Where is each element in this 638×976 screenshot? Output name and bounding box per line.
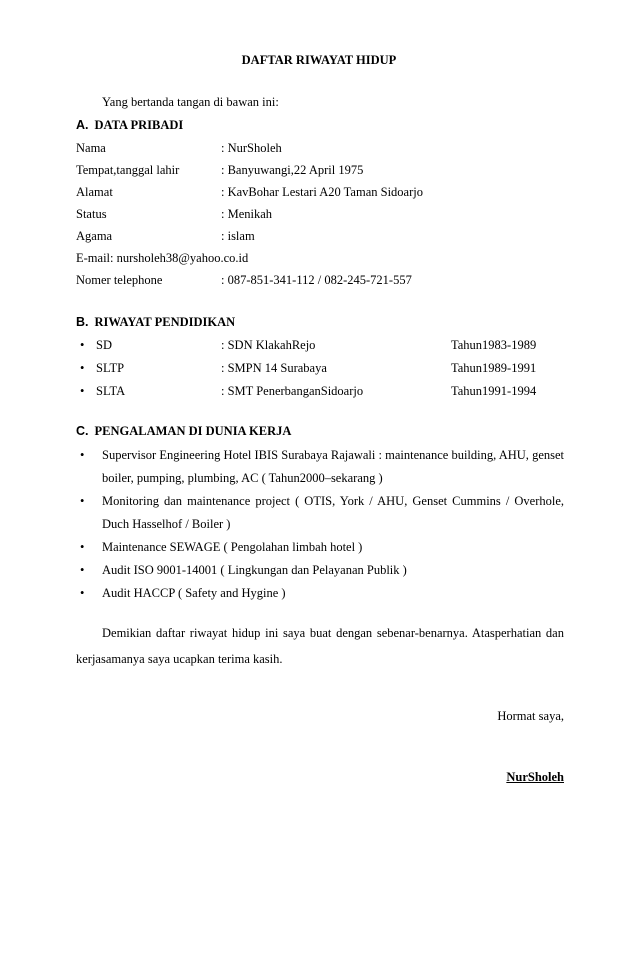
education-years: Tahun1983-1989 (451, 338, 537, 352)
experience-item: Monitoring dan maintenance project ( OTIS, York / AHU, Genset Cummins / Overhole, Duch Hasselhof / Boiler ) (102, 494, 564, 531)
value-status: : Menikah (221, 207, 273, 221)
education-school: : SMPN 14 Surabaya (221, 361, 327, 375)
value-birth: : Banyuwangi,22 April 1975 (221, 163, 364, 177)
label-phone: Nomer telephone (76, 273, 163, 287)
label-birth: Tempat,tanggal lahir (76, 163, 180, 177)
education-level: SLTA (96, 384, 126, 398)
label-address: Alamat (76, 185, 113, 199)
label-name: Nama (76, 141, 106, 155)
closing-paragraph: Demikian daftar riwayat hidup ini saya buat dengan sebenar-benarnya. Atasperhatian dan kerjasamanya saya ucapkan terima kasih. (76, 626, 564, 666)
section-personal-heading (76, 118, 183, 133)
experience-item: Audit HACCP ( Safety and Hygine ) (102, 586, 286, 600)
section-letter: B. (76, 315, 89, 329)
section-title: DATA PRIBADI (94, 118, 184, 132)
section-letter: C. (76, 424, 89, 438)
bullet-icon: • (80, 338, 85, 352)
education-years: Tahun1991-1994 (451, 384, 537, 398)
bullet-icon: • (80, 361, 85, 375)
education-level: SLTP (96, 361, 125, 375)
signature-name: NurSholeh (506, 770, 564, 784)
bullet-icon: • (80, 563, 85, 577)
value-religion: : islam (221, 229, 255, 243)
experience-item: Supervisor Engineering Hotel IBIS Surabaya Rajawali : maintenance building, AHU, genset boiler, pumping, plumbing, AC ( Tahun2000–sekarang ) (102, 448, 564, 485)
regards-text: Hormat saya, (497, 709, 564, 723)
email-line: E-mail: nursholeh38@yahoo.co.id (76, 251, 249, 265)
bullet-icon: • (80, 540, 85, 554)
bullet-icon: • (80, 384, 85, 398)
education-level: SD (96, 338, 112, 352)
section-title: PENGALAMAN DI DUNIA KERJA (94, 424, 292, 438)
document-title: DAFTAR RIWAYAT HIDUP (241, 53, 397, 67)
bullet-icon: • (80, 494, 85, 508)
section-letter: A. (76, 118, 89, 132)
section-education-heading (76, 315, 235, 330)
value-phone: : 087-851-341-112 / 082-245-721-557 (221, 273, 412, 287)
intro-text: Yang bertanda tangan di bawan ini: (102, 95, 279, 109)
section-title: RIWAYAT PENDIDIKAN (94, 315, 236, 329)
bullet-icon: • (80, 448, 85, 462)
label-status: Status (76, 207, 107, 221)
experience-item: Audit ISO 9001-14001 ( Lingkungan dan Pelayanan Publik ) (102, 563, 407, 577)
value-name: : NurSholeh (221, 141, 282, 155)
section-experience-heading (76, 424, 291, 439)
bullet-icon: • (80, 586, 85, 600)
education-school: : SDN KlakahRejo (221, 338, 316, 352)
experience-item: Maintenance SEWAGE ( Pengolahan limbah hotel ) (102, 540, 363, 554)
label-religion: Agama (76, 229, 113, 243)
value-address: : KavBohar Lestari A20 Taman Sidoarjo (221, 185, 423, 199)
education-school: : SMT PenerbanganSidoarjo (221, 384, 364, 398)
education-years: Tahun1989-1991 (451, 361, 537, 375)
